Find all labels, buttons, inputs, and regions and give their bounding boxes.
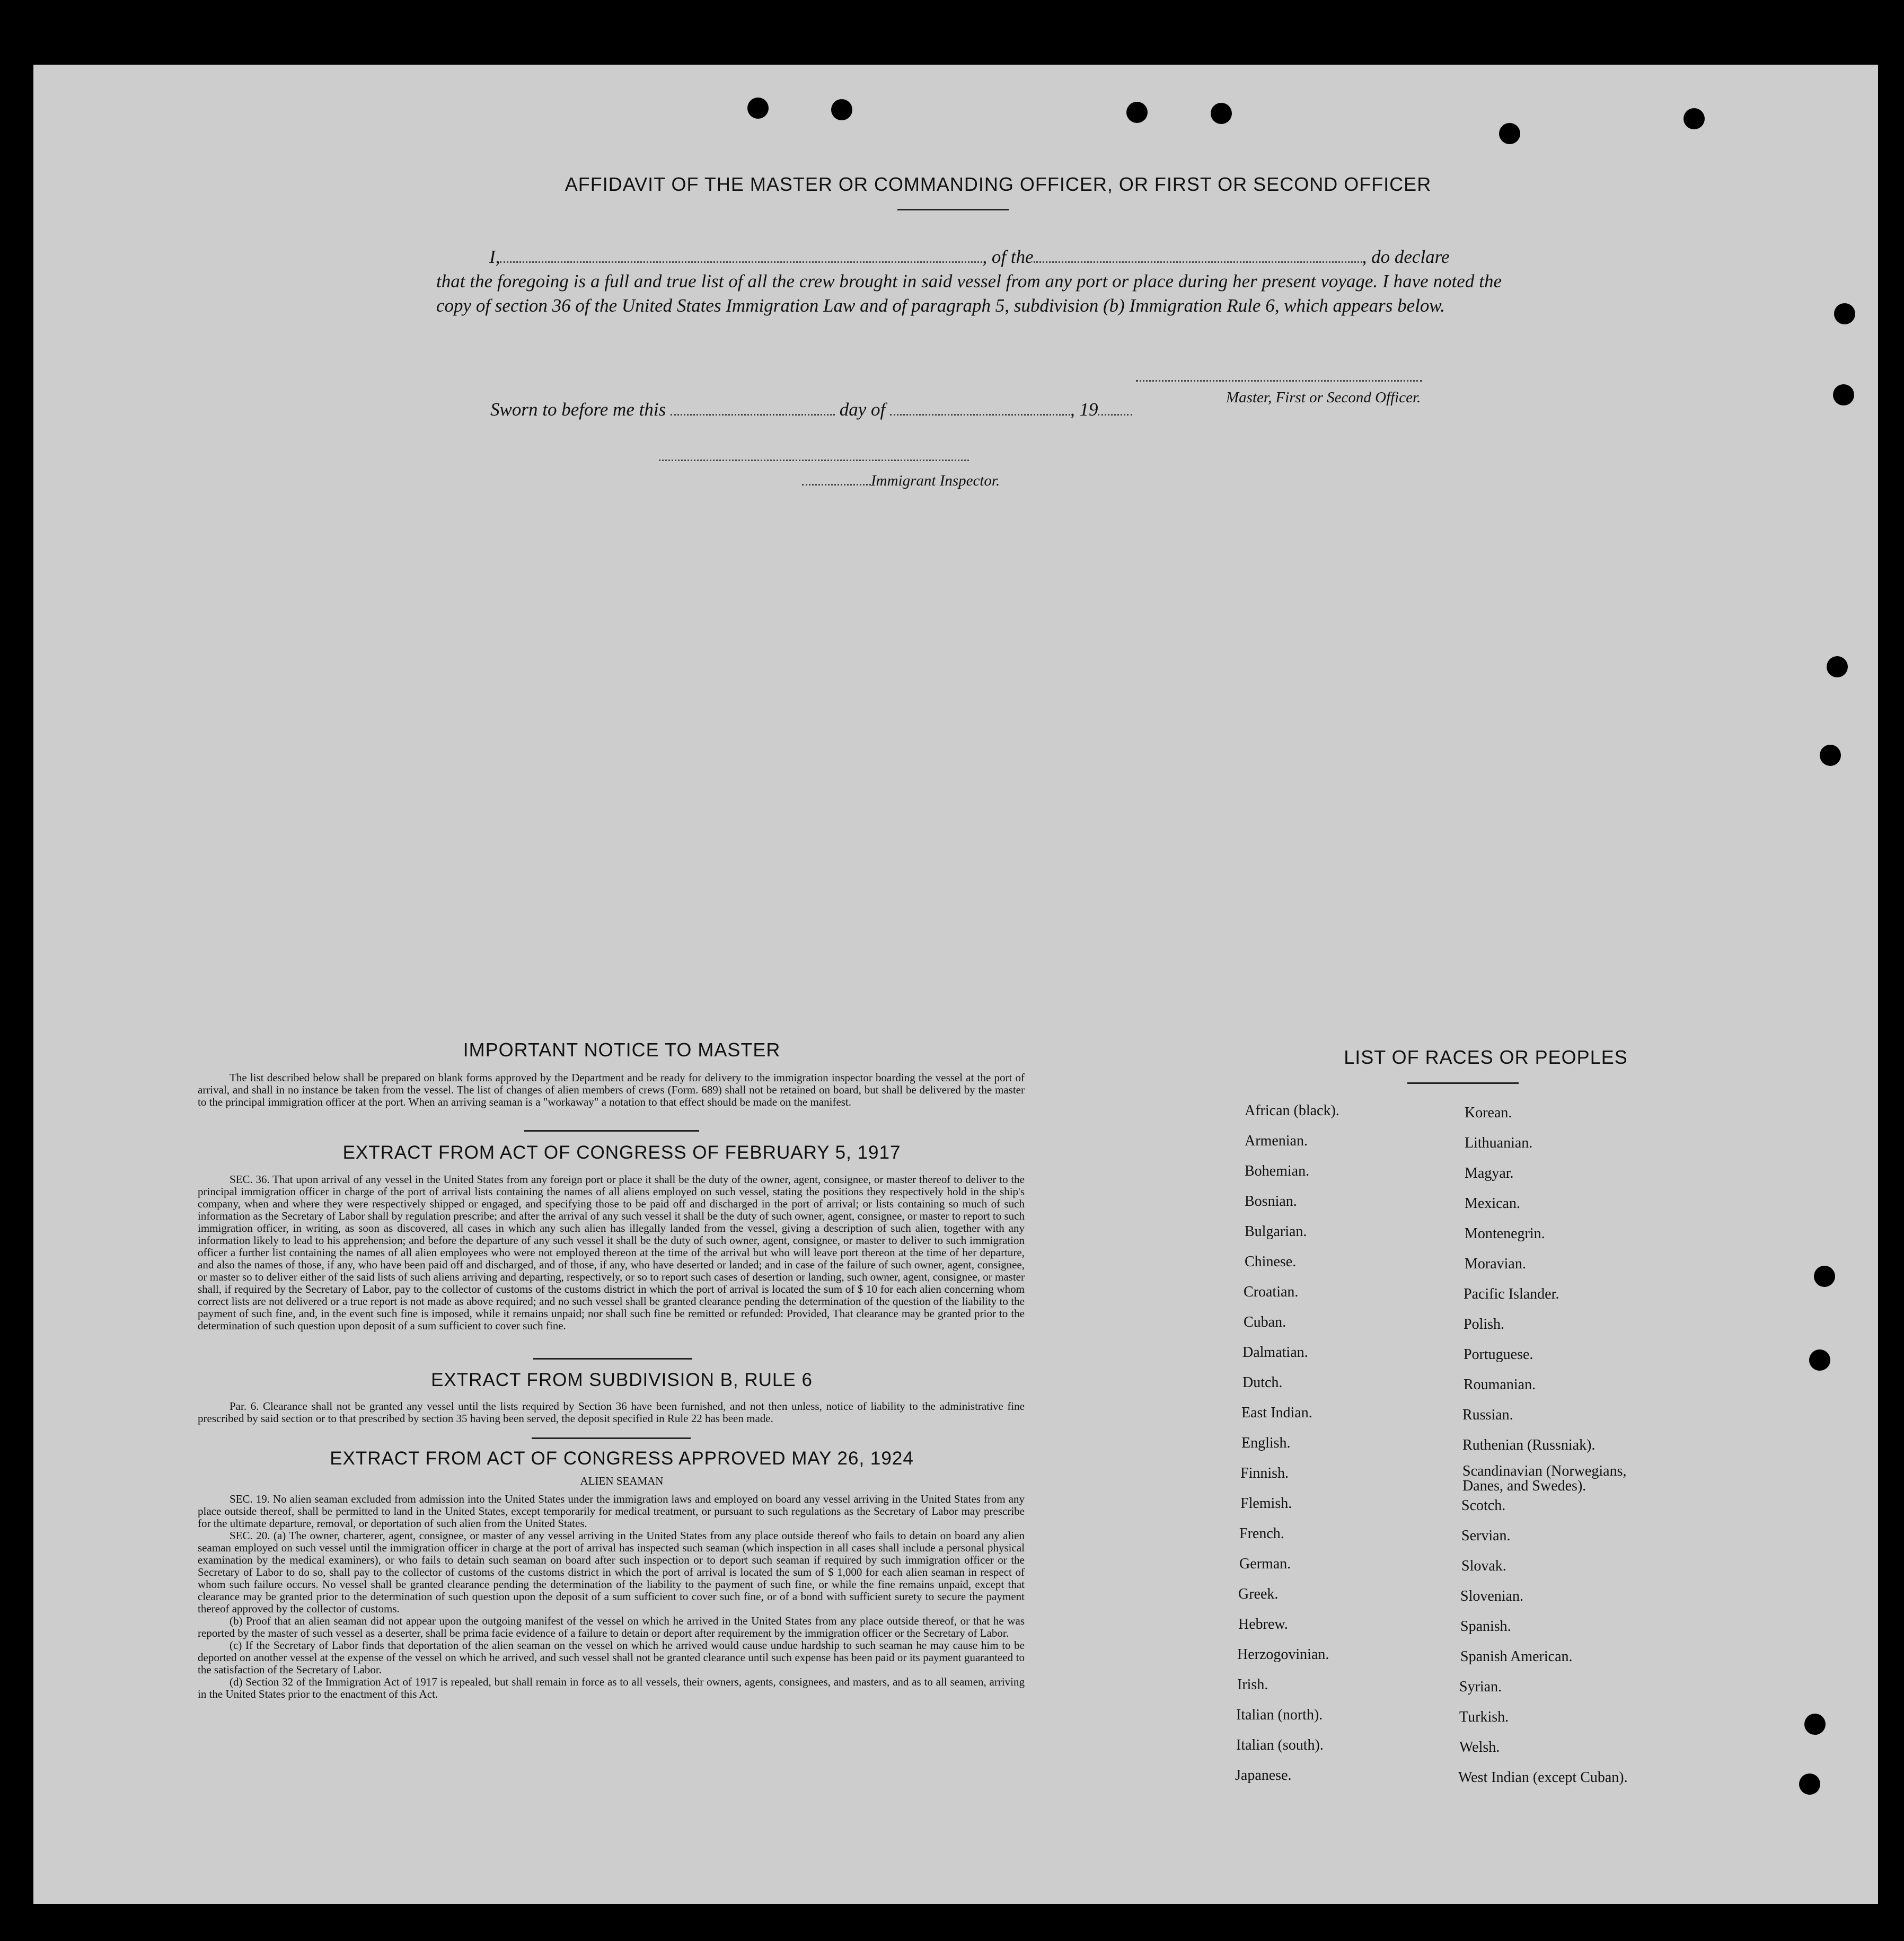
- race-left: English.: [1241, 1435, 1291, 1451]
- race-right: Syrian.: [1459, 1679, 1502, 1695]
- race-right: Roumanian.: [1464, 1377, 1536, 1393]
- paragraph: (c) If the Secretary of Labor finds that deportation of the alien seaman on the vessel on which he arrived would cause undue hardship to such seaman he may cause him to be deported on another vessel at the expense of the vessel on which he arrived, and such vessel shall not be granted clearance until such expense has been paid or its payment guaranteed to the satisfaction of the Secretary of Labor.: [198, 1639, 1025, 1676]
- race-left: Hebrew.: [1238, 1616, 1288, 1633]
- race-left: Dutch.: [1242, 1374, 1283, 1391]
- notice-title: IMPORTANT NOTICE TO MASTER: [463, 1039, 781, 1061]
- affidavit-body: that the foregoing is a full and true list of all the crew brought in said vessel from any port or place during her present voyage. I have noted the copy of section 36 of the United States Immigration Law and of paragraph 5, subdivision (b) Immigration Rule 6, which appears below.: [436, 271, 1502, 316]
- extract-1917-title: EXTRACT FROM ACT OF CONGRESS OF FEBRUARY 5, 1917: [342, 1142, 901, 1163]
- race-right: Spanish.: [1460, 1618, 1511, 1635]
- master-signature-label: Master, First or Second Officer.: [1226, 389, 1421, 406]
- race-right: Montenegrin.: [1465, 1225, 1545, 1242]
- races-list: [33, 65, 1878, 1904]
- race-left: Finnish.: [1240, 1465, 1289, 1481]
- race-left: Greek.: [1238, 1586, 1279, 1602]
- day-of-text: day of: [839, 399, 886, 420]
- race-right: Korean.: [1465, 1105, 1512, 1121]
- race-right: Pacific Islander.: [1464, 1286, 1559, 1302]
- race-left: Bohemian.: [1245, 1163, 1310, 1179]
- race-left: Flemish.: [1240, 1495, 1292, 1512]
- extract-1917-text: SEC. 36. That upon arrival of any vessel in the United States from any foreign port or place it shall be the duty of the owner, agent, consignee, or master thereof to deliver to the principal immigration officer in charge of the port of arrival lists containing the names of all aliens employed on such vessel, stating the positions they respectively hold in the ship's company, when and where they were respectively shipped or engaged, and specifying those to be paid off and discharged in the port of arrival; or lists containing so much of such information as the Secretary of Labor shall by regulation prescribe; and after the arrival of any such vessel it shall be the duty of such owner, agent, consignee, or master to report to such immigration officer, in writing, as soon as discovered, all cases in which any such alien has illegally landed from the vessel, giving a description of such alien, together with any information likely to lead to his apprehension; and before the departure of any such vessel it shall be the duty of such owner, agent, consignee, or master to deliver to such immigration officer a further list containing the names of all alien employees who were not employed thereon at the time of the arrival but who will leave port thereon at the time of her departure, and also the names of those, if any, who have been paid off and discharged, and of those, if any, who have deserted or landed; and in case of the failure of such owner, agent, consignee, or master so to deliver either of the said lists of such aliens arriving and departing, respectively, or so to report such cases of desertion or landing, such owner, agent, consignee, or master shall, if required by the Secretary of Labor, pay to the collector of customs of the customs district in which the port of arrival is located the sum of $ 10 for each alien concerning whom correct lists are not delivered or a true report is not made as above required; and no such vessel shall be granted clearance pending the determination of the question of the liability to the payment of such fine, and, in the event such fine is imposed, while it remains unpaid; nor shall such fine be remitted or refunded: Provided, That clearance may be granted prior to the determination of such question upon deposit of a sum sufficient to cover such fine.: [198, 1173, 1025, 1332]
- race-left: Bulgarian.: [1245, 1223, 1307, 1240]
- of-the-text: , of the: [982, 246, 1034, 267]
- race-left: Cuban.: [1244, 1314, 1286, 1330]
- paragraph: (b) Proof that an alien seaman did not appear upon the outgoing manifest of the vessel on which he arrived in the United States from any place outside thereof, or that he was reported by the master of such vessel as a deserter, shall be prima facie evidence of a failure to detain or deport after requirement by the immigration officer or the Secretary of Labor.: [198, 1614, 1025, 1639]
- extract-1924-subtitle: ALIEN SEAMAN: [580, 1475, 664, 1487]
- race-left: Chinese.: [1245, 1254, 1297, 1270]
- race-right: Servian.: [1461, 1528, 1511, 1544]
- race-right: Welsh.: [1459, 1739, 1500, 1755]
- race-right: Ruthenian (Russniak).: [1462, 1437, 1596, 1453]
- race-left: Bosnian.: [1245, 1193, 1297, 1210]
- race-right: Moravian.: [1465, 1256, 1526, 1272]
- race-left: Dalmatian.: [1242, 1344, 1308, 1361]
- declarant-prefix: I,: [489, 246, 500, 267]
- notice-text: The list described below shall be prepared on blank forms approved by the Department and be ready for delivery to the immigration inspector boarding the vessel at the port of arrival, and shall in no instance be taken from the vessel. The list of changes of alien members of crews (Form. 689) shall not be retained on board, but shall be delivered by the master to the principal immigration officer at the port. When an arriving seaman is a "workaway" a notation to that effect should be made on the manifest.: [198, 1071, 1025, 1108]
- race-left: East Indian.: [1241, 1405, 1312, 1421]
- race-right: Scandinavian (Norwegians, Danes, and Swedes).: [1462, 1463, 1627, 1494]
- race-right: Portuguese.: [1464, 1346, 1533, 1363]
- extract-rule6-text: Par. 6. Clearance shall not be granted any vessel until the lists required by Section 36 have been furnished, and not then unless, notice of liability to the administrative fine prescribed by said section or to that prescribed by section 35 having been served, the deposit specified in Rule 22 has been made.: [198, 1400, 1025, 1425]
- race-left: Irish.: [1237, 1677, 1268, 1693]
- race-right: Polish.: [1464, 1316, 1505, 1333]
- race-right: Mexican.: [1465, 1195, 1520, 1212]
- race-right: Russian.: [1462, 1407, 1513, 1423]
- race-left: Armenian.: [1245, 1133, 1308, 1149]
- race-left: French.: [1239, 1525, 1284, 1542]
- race-left: German.: [1239, 1556, 1291, 1572]
- year-prefix: , 19: [1070, 399, 1098, 420]
- race-right: Turkish.: [1459, 1709, 1509, 1725]
- affidavit-title: AFFIDAVIT OF THE MASTER OR COMMANDING OFFICER, OR FIRST OR SECOND OFFICER: [565, 173, 1432, 195]
- form-page: [33, 65, 1878, 1904]
- race-left: Japanese.: [1235, 1767, 1292, 1784]
- races-title: LIST OF RACES OR PEOPLES: [1344, 1046, 1628, 1068]
- race-right: Spanish American.: [1460, 1648, 1573, 1665]
- sworn-text: Sworn to before me this: [490, 399, 666, 420]
- race-right: Slovak.: [1461, 1558, 1506, 1574]
- paragraph: (d) Section 32 of the Immigration Act of 1917 is repealed, but shall remain in force as to all vessels, their owners, agents, consignees, and masters, and as to all seamen, arriving in the United States prior to the enactment of this Act.: [198, 1675, 1025, 1700]
- extract-rule6-title: EXTRACT FROM SUBDIVISION B, RULE 6: [431, 1370, 813, 1390]
- race-right: Lithuanian.: [1465, 1135, 1533, 1151]
- paragraph: SEC. 19. No alien seaman excluded from admission into the United States under the immigration laws and employed on board any vessel arriving in the United States from any place outside thereof, shall be permitted to land in the United States, except temporarily for medical treatment, or pursuant to such regulations as the Secretary of Labor may prescribe for the ultimate departure, removal, or deportation of such alien from the United States.: [198, 1493, 1025, 1530]
- race-right: Scotch.: [1461, 1497, 1506, 1514]
- race-left: Herzogovinian.: [1237, 1646, 1329, 1663]
- inspector-label: Immigrant Inspector.: [871, 472, 1000, 489]
- extract-1924-title: EXTRACT FROM ACT OF CONGRESS APPROVED MAY 26, 1924: [330, 1448, 914, 1469]
- race-right: West Indian (except Cuban).: [1458, 1769, 1628, 1786]
- race-left: Croatian.: [1244, 1284, 1299, 1300]
- race-left: African (black).: [1245, 1102, 1339, 1119]
- race-right: Slovenian.: [1460, 1588, 1523, 1604]
- race-left: Italian (north).: [1236, 1707, 1323, 1723]
- race-left: Italian (south).: [1236, 1737, 1324, 1753]
- declare-text: , do declare: [1362, 246, 1450, 267]
- race-right: Magyar.: [1465, 1165, 1514, 1181]
- paragraph: SEC. 20. (a) The owner, charterer, agent, consignee, or master of any vessel arriving in the United States from any place outside thereof who fails to detain on board any alien seaman employed on such vessel until the immigration officer in charge at the port of arrival has inspected such seaman (which inspection in all cases shall include a personal physical examination by the medical examiners), or who fails to detain such seaman on board after such inspection or to deport such seaman if required by such immigration officer or the Secretary of Labor to do so, shall pay to the collector of customs of the customs district in which the port of arrival is located the sum of $ 1,000 for each alien seaman in respect of whom such failure occurs. No vessel shall be granted clearance pending the determination of the liability to the payment of such fine, or while the fine remains unpaid, except that clearance may be granted prior to the determination of such question upon the deposit of a sum sufficient to cover such fine, or of a bond with sufficient surety to secure the payment thereof approved by the collector of customs.: [198, 1529, 1025, 1615]
